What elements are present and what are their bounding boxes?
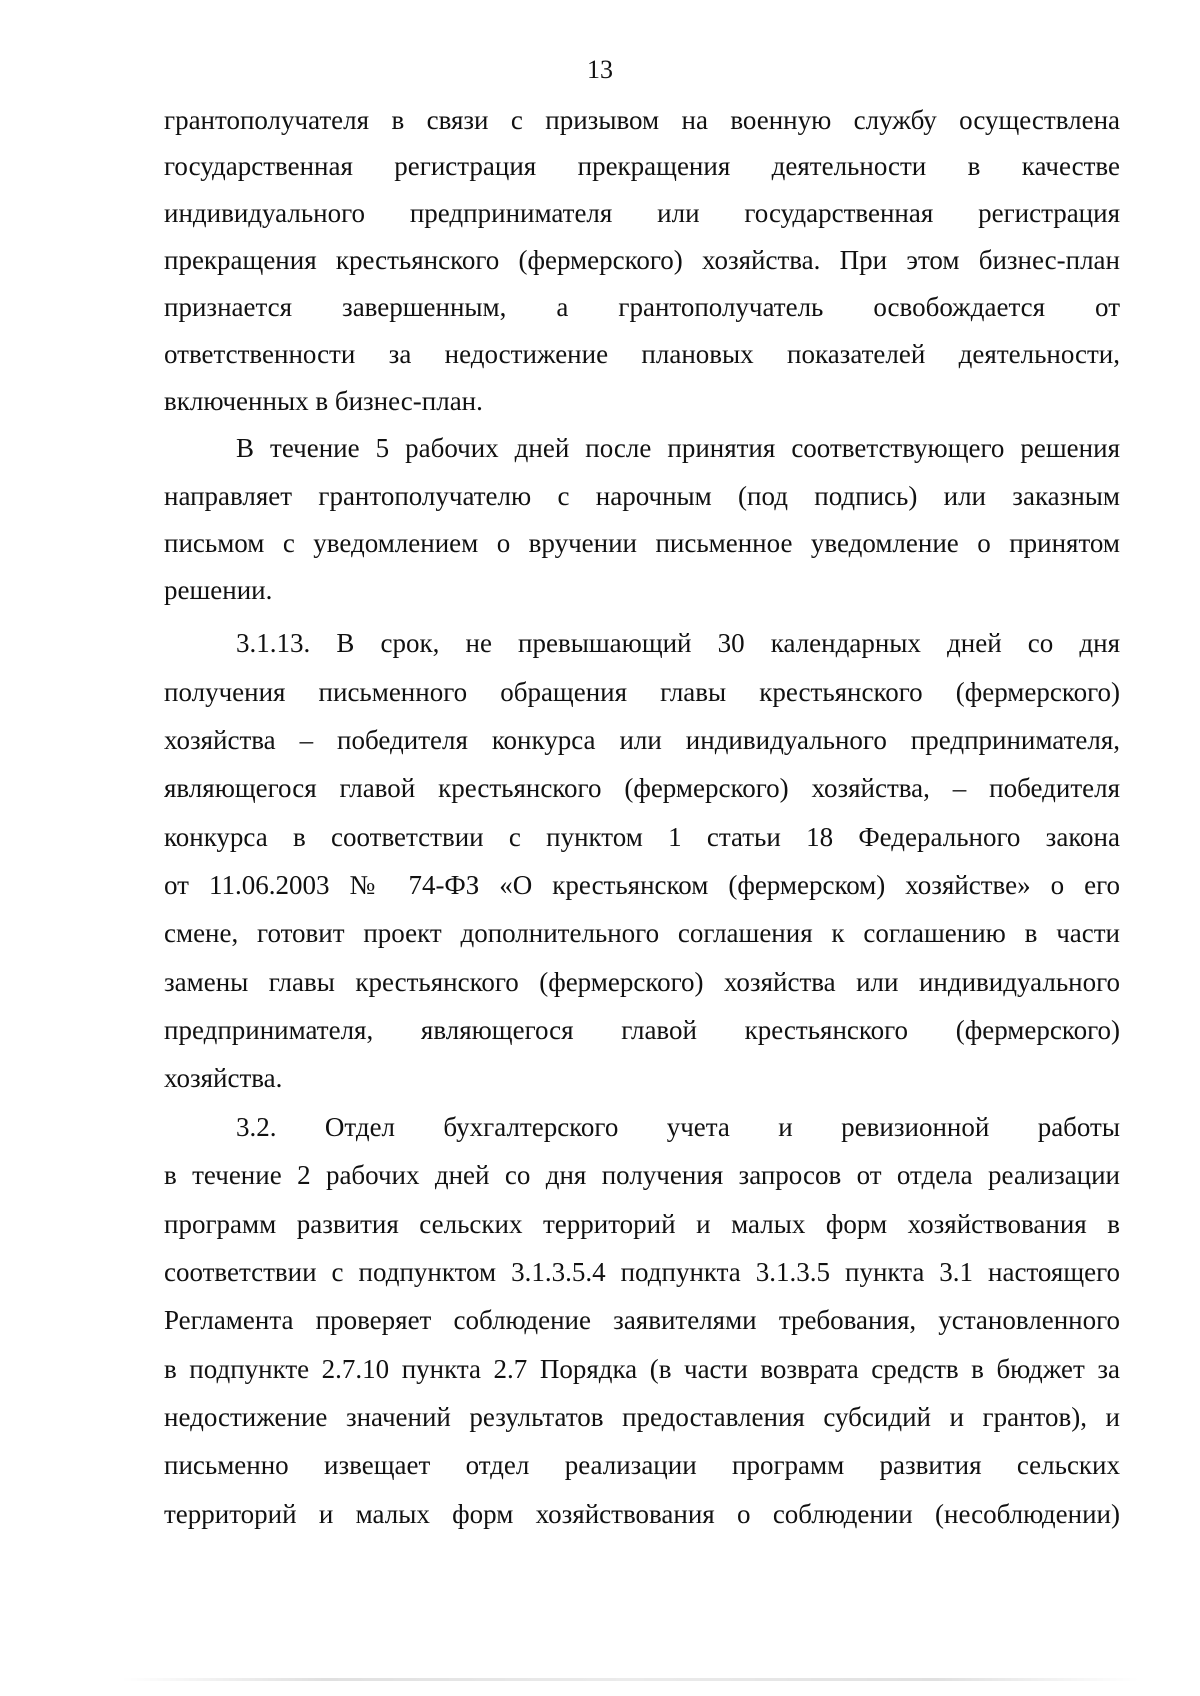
text-line: ответственности за недостижение плановых показателей деятельности, <box>164 339 1120 369</box>
text-line: государственная регистрация прекращения деятельности в качестве <box>164 151 1120 181</box>
text-line: включенных в бизнес-план. <box>164 386 483 416</box>
text-line: конкурса в соответствии с пунктом 1 статьи 18 Федерального закона <box>164 822 1120 852</box>
text-line: в течение 2 рабочих дней со дня получения запросов от отдела реализации <box>164 1160 1120 1190</box>
text-line: недостижение значений результатов предоставления субсидий и грантов), и <box>164 1402 1120 1432</box>
text-line: прекращения крестьянского (фермерского) хозяйства. При этом бизнес-план <box>164 245 1120 275</box>
text-line: грантополучателя в связи с призывом на военную службу осуществлена <box>164 105 1120 135</box>
text-line: в подпункте 2.7.10 пункта 2.7 Порядка (в части возврата средств в бюджет за <box>164 1354 1120 1384</box>
text-line: от 11.06.2003 № 74-ФЗ «О крестьянском (фермерском) хозяйстве» о его <box>164 870 1120 900</box>
text-line: хозяйства. <box>164 1063 283 1093</box>
page-number: 13 <box>587 55 613 84</box>
scan-artifact <box>120 1678 1140 1681</box>
text-line: получения письменного обращения главы крестьянского (фермерского) <box>164 677 1120 707</box>
text-line: признается завершенным, а грантополучатель освобождается от <box>164 292 1120 322</box>
text-line: смене, готовит проект дополнительного соглашения к соглашению в части <box>164 918 1120 948</box>
text-line: письмом с уведомлением о вручении письменное уведомление о принятом <box>164 528 1120 558</box>
text-line: В течение 5 рабочих дней после принятия соответствующего решения <box>236 433 1120 463</box>
text-line: хозяйства – победителя конкурса или индивидуального предпринимателя, <box>164 725 1120 755</box>
text-line: являющегося главой крестьянского (фермерского) хозяйства, – победителя <box>164 773 1120 803</box>
text-line: территорий и малых форм хозяйствования о соблюдении (несоблюдении) <box>164 1499 1120 1529</box>
text-line: индивидуального предпринимателя или государственная регистрация <box>164 198 1120 228</box>
text-line: предпринимателя, являющегося главой крестьянского (фермерского) <box>164 1015 1120 1045</box>
text-line: решении. <box>164 575 273 605</box>
text-line: 3.2. Отдел бухгалтерского учета и ревизионной работы <box>236 1112 1120 1142</box>
text-line: 3.1.13. В срок, не превышающий 30 календарных дней со дня <box>236 628 1120 658</box>
text-line: программ развития сельских территорий и малых форм хозяйствования в <box>164 1209 1120 1239</box>
text-line: направляет грантополучателю с нарочным (под подпись) или заказным <box>164 481 1120 511</box>
text-line: замены главы крестьянского (фермерского) хозяйства или индивидуального <box>164 967 1120 997</box>
text-line: письменно извещает отдел реализации программ развития сельских <box>164 1450 1120 1480</box>
text-line: Регламента проверяет соблюдение заявителями требования, установленного <box>164 1305 1120 1335</box>
text-line: соответствии с подпунктом 3.1.3.5.4 подпункта 3.1.3.5 пункта 3.1 настоящего <box>164 1257 1120 1287</box>
